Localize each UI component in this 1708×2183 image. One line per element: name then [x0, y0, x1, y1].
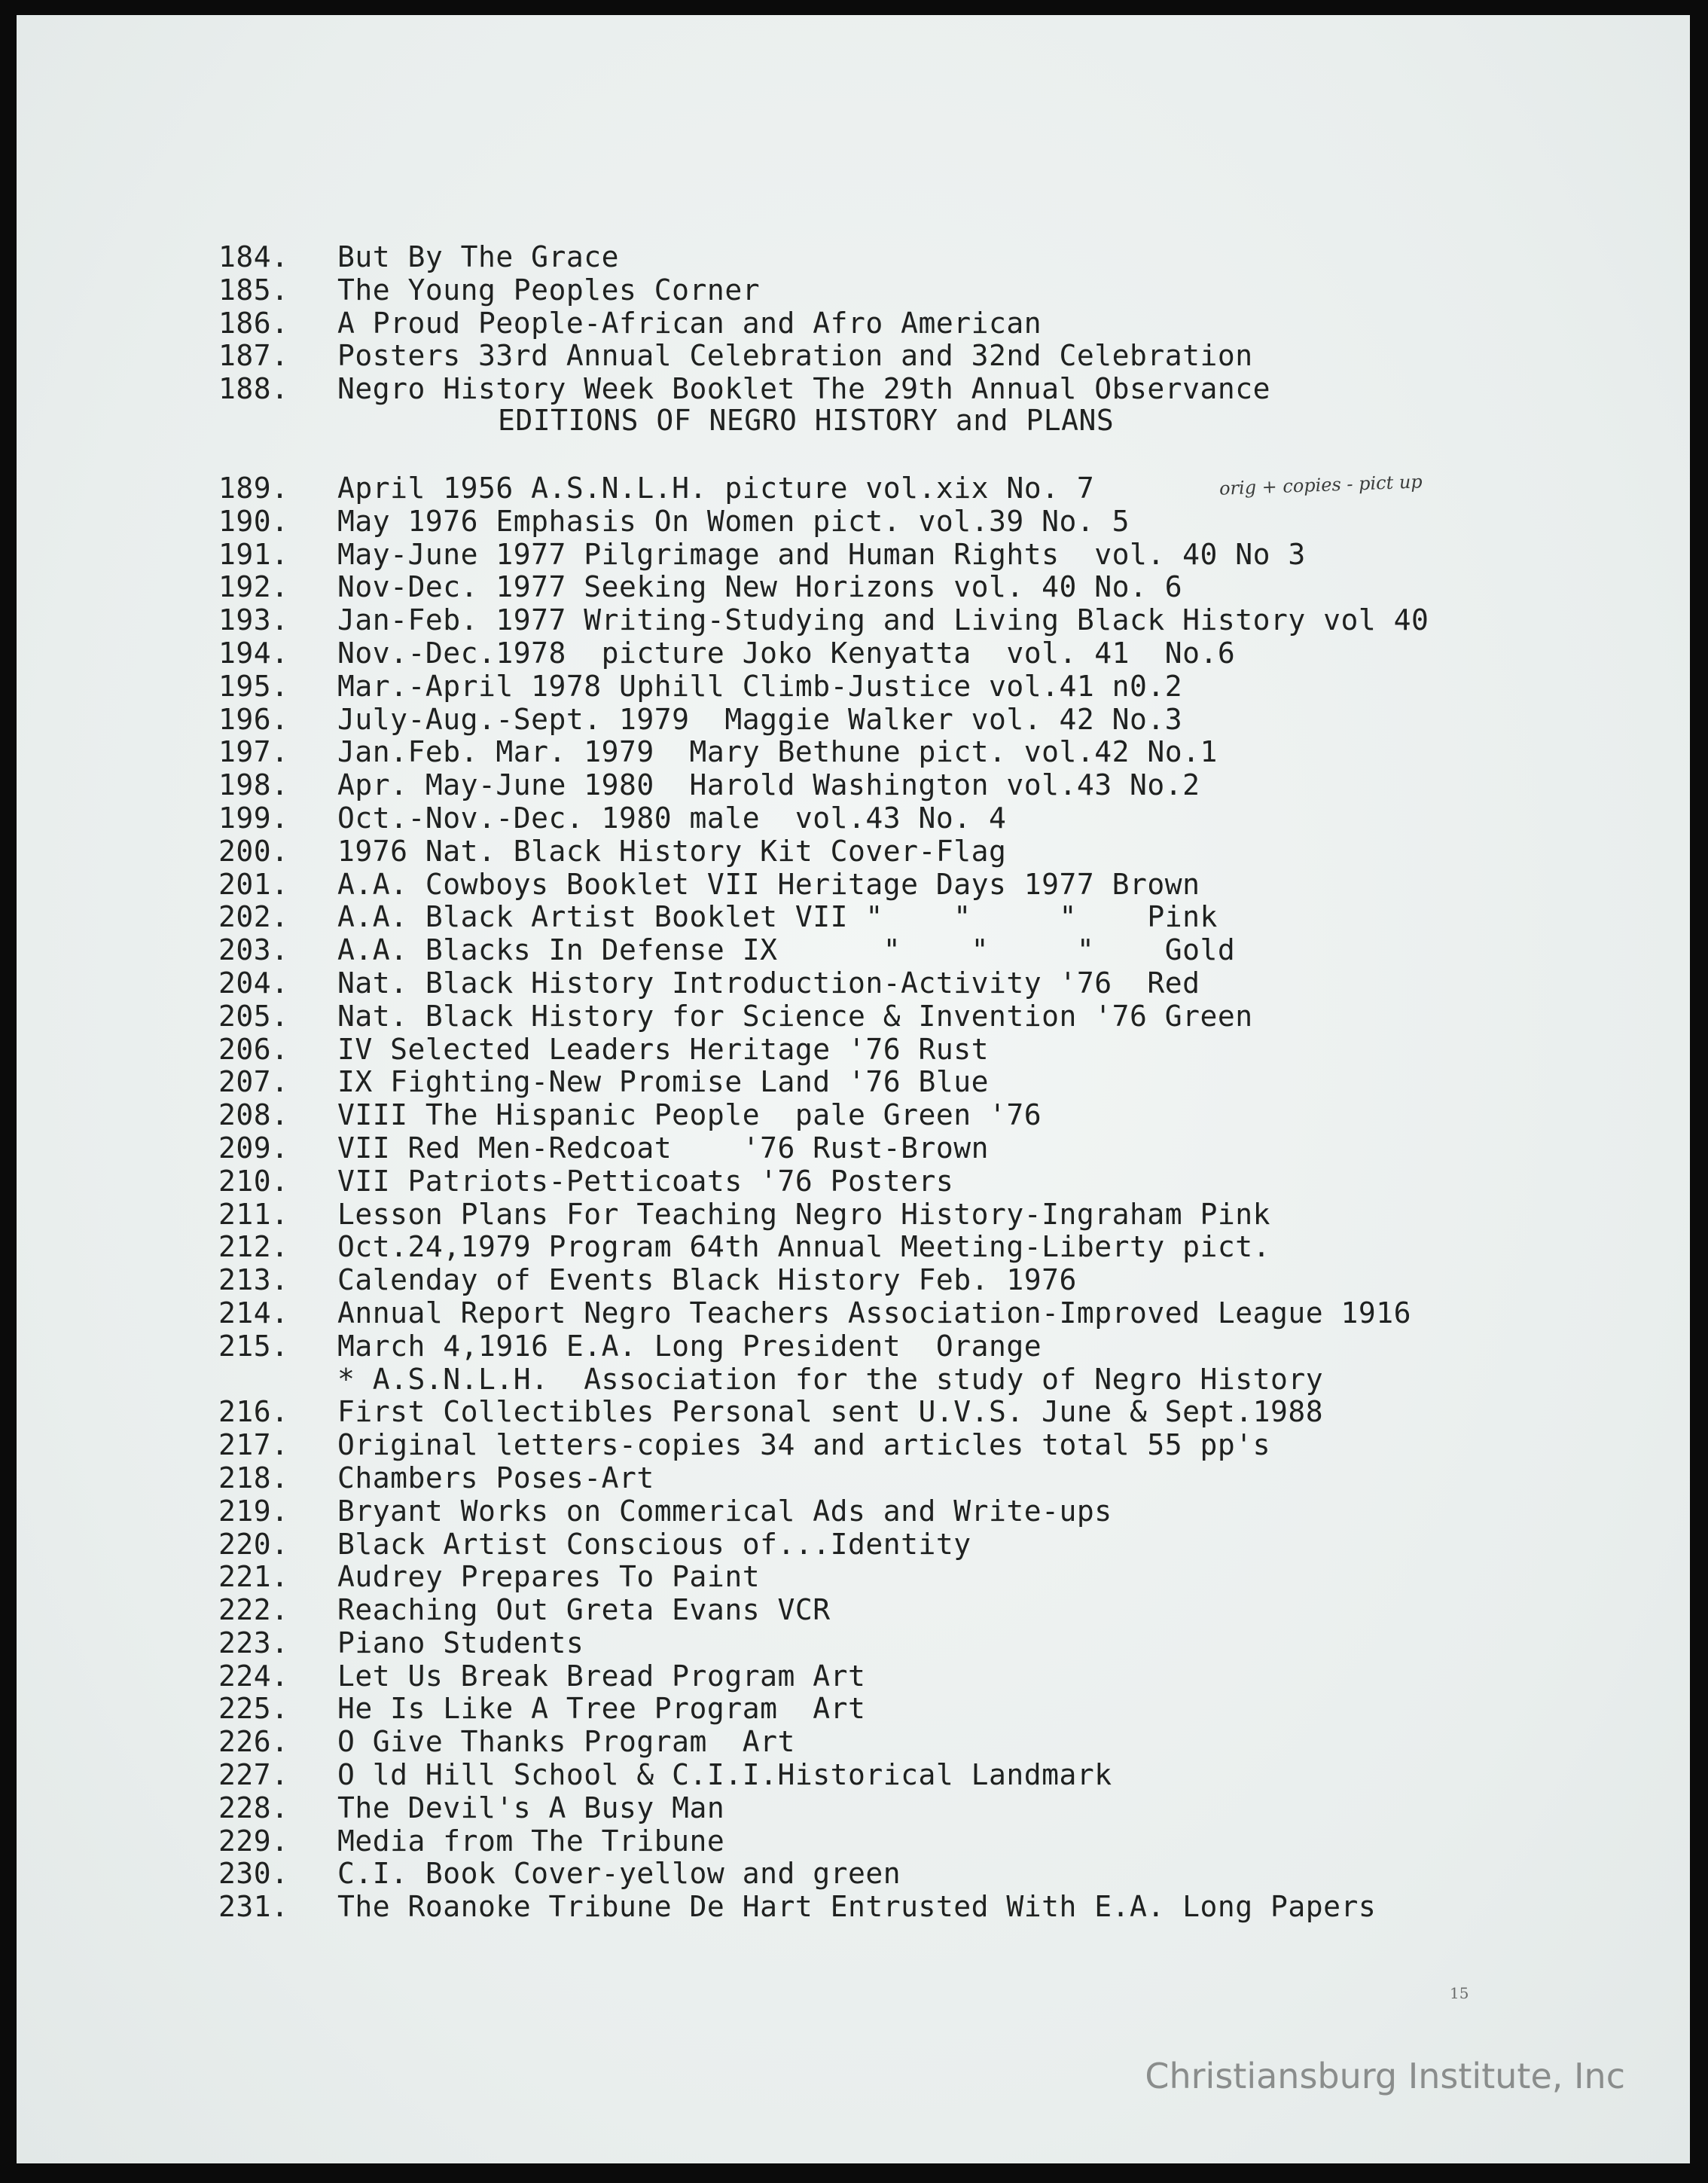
item-number: 218.: [218, 1461, 289, 1495]
item-number: 223.: [218, 1626, 289, 1659]
item-number: 205.: [218, 999, 289, 1033]
item-number: 203.: [218, 933, 289, 967]
item-text: Jan-Feb. 1977 Writing-Studying and Living Black History vol 40: [337, 603, 1429, 637]
item-number: 197.: [218, 735, 289, 769]
item-text: Nov.-Dec.1978 picture Joko Kenyatta vol. 41 No.6: [337, 636, 1236, 670]
item-text: A.A. Cowboys Booklet VII Heritage Days 1977 Brown: [337, 867, 1200, 901]
item-number: 206.: [218, 1032, 289, 1066]
item-number: 200.: [218, 834, 289, 868]
item-number: 196.: [218, 702, 289, 736]
item-text: Audrey Prepares To Paint: [337, 1560, 761, 1594]
item-number: 227.: [218, 1758, 289, 1792]
item-number: 231.: [218, 1890, 289, 1924]
item-number: 192.: [218, 570, 289, 604]
item-text: July-Aug.-Sept. 1979 Maggie Walker vol. 42 No.3: [337, 702, 1183, 736]
item-text: The Roanoke Tribune De Hart Entrusted With E.A. Long Papers: [337, 1890, 1377, 1924]
item-text: May 1976 Emphasis On Women pict. vol.39 No. 5: [337, 504, 1130, 538]
item-number: 230.: [218, 1857, 289, 1891]
item-text: Oct.-Nov.-Dec. 1980 male vol.43 No. 4: [337, 801, 1007, 835]
item-text: Nov-Dec. 1977 Seeking New Horizons vol. 40 No. 6: [337, 570, 1183, 604]
item-number: 184.: [218, 240, 289, 273]
item-text: March 4,1916 E.A. Long President Orange: [337, 1329, 1042, 1363]
item-text: But By The Grace: [337, 240, 620, 273]
item-text: Black Artist Conscious of...Identity: [337, 1527, 971, 1561]
document-page: [17, 15, 1690, 2163]
item-text: * A.S.N.L.H. Association for the study of Negro History: [337, 1362, 1324, 1396]
item-text: Mar.-April 1978 Uphill Climb-Justice vol.41 n0.2: [337, 669, 1183, 703]
item-text: Negro History Week Booklet The 29th Annual Observance: [337, 372, 1271, 406]
item-text: He Is Like A Tree Program Art: [337, 1692, 866, 1726]
item-text: Posters 33rd Annual Celebration and 32nd Celebration: [337, 339, 1253, 373]
item-text: Annual Report Negro Teachers Association-Improved League 1916: [337, 1296, 1412, 1330]
item-number: 208.: [218, 1098, 289, 1132]
item-number: 217.: [218, 1428, 289, 1462]
item-text: Calenday of Events Black History Feb. 1976: [337, 1263, 1077, 1297]
item-number: 214.: [218, 1296, 289, 1330]
item-number: 219.: [218, 1494, 289, 1528]
item-text: C.I. Book Cover-yellow and green: [337, 1857, 901, 1891]
item-text: Lesson Plans For Teaching Negro History-Ingraham Pink: [337, 1197, 1271, 1231]
item-number: 224.: [218, 1659, 289, 1693]
item-text: 1976 Nat. Black History Kit Cover-Flag: [337, 834, 1007, 868]
item-text: IV Selected Leaders Heritage '76 Rust: [337, 1032, 989, 1066]
item-text: Original letters-copies 34 and articles total 55 pp's: [337, 1428, 1271, 1462]
item-text: The Devil's A Busy Man: [337, 1791, 725, 1824]
item-number: 188.: [218, 372, 289, 406]
watermark: Christiansburg Institute, Inc: [1145, 2056, 1625, 2096]
item-text: VII Patriots-Petticoats '76 Posters: [337, 1164, 954, 1198]
item-text: VIII The Hispanic People pale Green '76: [337, 1098, 1042, 1132]
item-text: Apr. May-June 1980 Harold Washington vol.43 No.2: [337, 768, 1200, 802]
item-number: 212.: [218, 1230, 289, 1264]
item-number: 198.: [218, 768, 289, 802]
item-number: 222.: [218, 1593, 289, 1627]
item-number: 211.: [218, 1197, 289, 1231]
item-text: A.A. Black Artist Booklet VII " " " Pink: [337, 900, 1218, 934]
section-heading: EDITIONS OF NEGRO HISTORY and PLANS: [498, 404, 1115, 437]
item-text: IX Fighting-New Promise Land '76 Blue: [337, 1065, 989, 1099]
item-number: 195.: [218, 669, 289, 703]
item-text: Reaching Out Greta Evans VCR: [337, 1593, 831, 1627]
item-text: The Young Peoples Corner: [337, 273, 761, 307]
item-number: 213.: [218, 1263, 289, 1297]
item-text: Jan.Feb. Mar. 1979 Mary Bethune pict. vol.42 No.1: [337, 735, 1218, 769]
item-number: 187.: [218, 339, 289, 373]
item-number: 190.: [218, 504, 289, 538]
item-text: First Collectibles Personal sent U.V.S. June & Sept.1988: [337, 1395, 1324, 1429]
item-number: 220.: [218, 1527, 289, 1561]
item-number: 193.: [218, 603, 289, 637]
item-text: Piano Students: [337, 1626, 584, 1659]
item-number: 189.: [218, 472, 289, 505]
item-text: VII Red Men-Redcoat '76 Rust-Brown: [337, 1131, 989, 1165]
item-number: 199.: [218, 801, 289, 835]
item-number: 225.: [218, 1692, 289, 1726]
item-number: 202.: [218, 900, 289, 934]
item-number: 210.: [218, 1164, 289, 1198]
item-number: 191.: [218, 537, 289, 571]
item-text: Let Us Break Bread Program Art: [337, 1659, 866, 1693]
item-number: 209.: [218, 1131, 289, 1165]
page-mark: 15: [1450, 1984, 1469, 2002]
item-text: Oct.24,1979 Program 64th Annual Meeting-Liberty pict.: [337, 1230, 1271, 1264]
item-number: 226.: [218, 1725, 289, 1759]
item-text: April 1956 A.S.N.L.H. picture vol.xix No. 7: [337, 472, 1095, 505]
item-text: Nat. Black History for Science & Invention '76 Green: [337, 999, 1253, 1033]
item-number: 194.: [218, 636, 289, 670]
item-text: A.A. Blacks In Defense IX " " " Gold: [337, 933, 1236, 967]
item-number: 221.: [218, 1560, 289, 1594]
item-number: 216.: [218, 1395, 289, 1429]
item-text: May-June 1977 Pilgrimage and Human Rights vol. 40 No 3: [337, 537, 1306, 571]
item-number: 185.: [218, 273, 289, 307]
item-text: Media from The Tribune: [337, 1824, 725, 1858]
item-number: 228.: [218, 1791, 289, 1824]
item-number: 229.: [218, 1824, 289, 1858]
handwritten-note: orig + copies - pict up: [1218, 471, 1423, 499]
item-text: A Proud People-African and Afro American: [337, 306, 1042, 340]
item-text: Nat. Black History Introduction-Activity '76 Red: [337, 966, 1200, 1000]
item-text: Chambers Poses-Art: [337, 1461, 654, 1495]
item-number: 201.: [218, 867, 289, 901]
item-number: 207.: [218, 1065, 289, 1099]
item-text: Bryant Works on Commerical Ads and Write-ups: [337, 1494, 1112, 1528]
item-number: 186.: [218, 306, 289, 340]
item-number: 204.: [218, 966, 289, 1000]
item-text: O Give Thanks Program Art: [337, 1725, 795, 1759]
item-number: 215.: [218, 1329, 289, 1363]
item-text: O ld Hill School & C.I.I.Historical Landmark: [337, 1758, 1112, 1792]
